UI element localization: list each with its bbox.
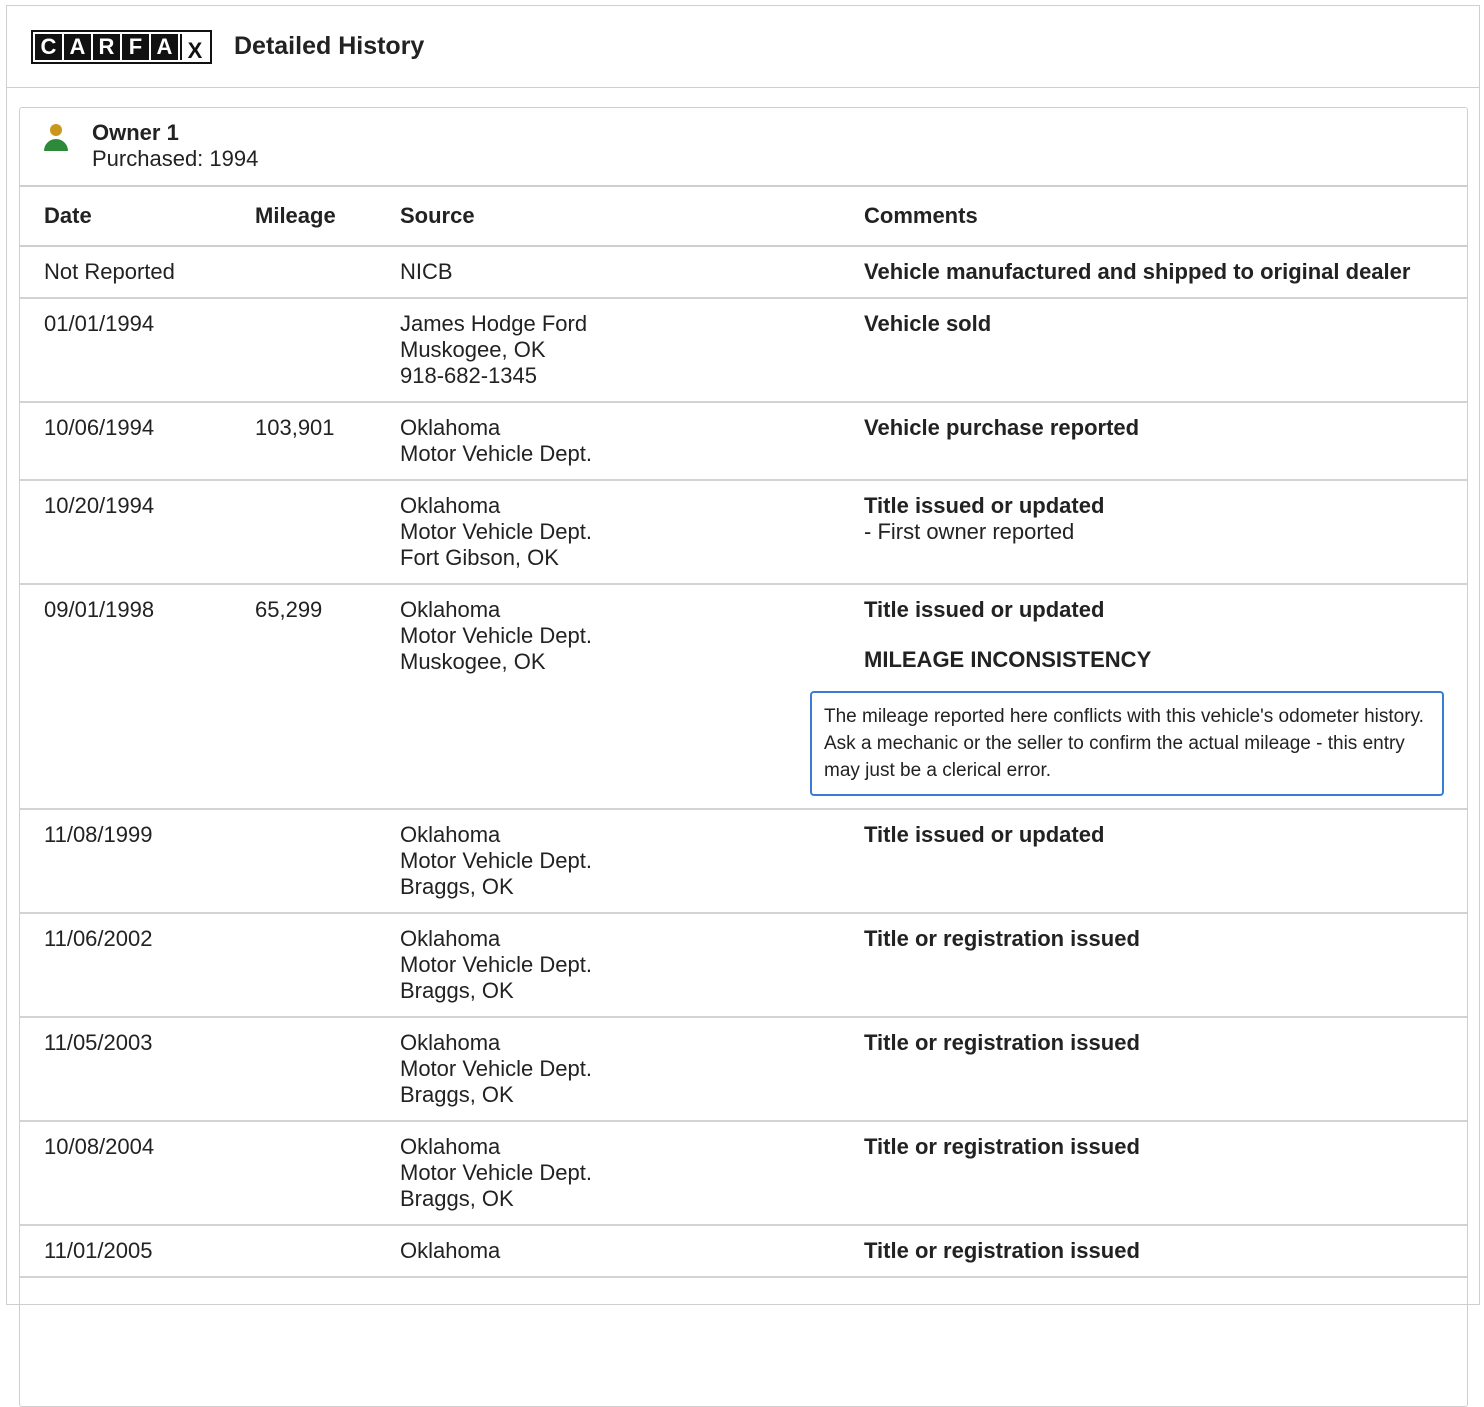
comment-title: Title issued or updated: [864, 597, 1105, 622]
source-line: Motor Vehicle Dept.: [400, 1056, 592, 1081]
table-row: [20, 809, 1467, 913]
owner-card: [19, 107, 1468, 1407]
table-row: [20, 913, 1467, 1017]
row-comments: [840, 246, 1467, 298]
source-line: Oklahoma: [400, 1030, 501, 1055]
table-row: [20, 1225, 1467, 1277]
row-date: Not Reported: [20, 246, 231, 298]
row-date: 11/05/2003: [20, 1017, 231, 1121]
source-line: NICB: [400, 259, 453, 284]
row-mileage: [231, 480, 376, 584]
column-header-mileage: Mileage: [231, 187, 376, 246]
comment-title: Title issued or updated: [864, 822, 1105, 847]
row-source: [376, 1121, 840, 1225]
row-mileage: [231, 1017, 376, 1121]
row-comments: [840, 809, 1467, 913]
row-mileage: [231, 1225, 376, 1277]
source-line: Oklahoma: [400, 597, 501, 622]
owner-header: [20, 108, 1467, 187]
comment-title: Vehicle purchase reported: [864, 415, 1140, 440]
owner-purchased: Purchased: 1994: [92, 146, 259, 171]
source-line: Fort Gibson, OK: [400, 545, 559, 570]
report-header: [7, 6, 1479, 88]
mileage-alert-box: The mileage reported here conflicts with this vehicle's odometer history. Ask a mechanic or the seller to confirm the actual mileage - this entry may just be a clerical error.: [810, 691, 1444, 796]
comment-title: Title or registration issued: [864, 926, 1140, 951]
logo-letter: X: [180, 34, 208, 60]
source-line: Motor Vehicle Dept.: [400, 952, 592, 977]
mileage-alert-title: MILEAGE INCONSISTENCY: [864, 647, 1152, 672]
comment-title: Title or registration issued: [864, 1134, 1140, 1159]
row-comments: [840, 913, 1467, 1017]
table-row: [20, 402, 1467, 480]
source-line: Motor Vehicle Dept.: [400, 623, 592, 648]
row-source: [376, 809, 840, 913]
table-row: [20, 1017, 1467, 1121]
row-date: 09/01/1998: [20, 584, 231, 809]
table-row: [20, 1121, 1467, 1225]
source-line: Motor Vehicle Dept.: [400, 441, 592, 466]
row-source: [376, 298, 840, 402]
logo-letter: A: [64, 34, 91, 60]
row-mileage: 103,901: [231, 402, 376, 480]
source-line: Oklahoma: [400, 926, 501, 951]
person-icon: [42, 124, 70, 154]
source-line: Braggs, OK: [400, 978, 514, 1003]
comment-title: Vehicle manufactured and shipped to original dealer: [864, 259, 1411, 284]
logo-letter: F: [122, 34, 149, 60]
table-row: [20, 584, 1467, 809]
source-line: Oklahoma: [400, 1134, 501, 1159]
source-line: Oklahoma: [400, 822, 501, 847]
source-line: Motor Vehicle Dept.: [400, 848, 592, 873]
column-header-date: Date: [20, 187, 231, 246]
column-header-comments: Comments: [840, 187, 1467, 246]
detailed-history-panel: [6, 5, 1480, 1305]
row-comments: [840, 1225, 1467, 1277]
row-date: 11/08/1999: [20, 809, 231, 913]
row-comments: [824, 584, 1467, 809]
source-line: Braggs, OK: [400, 1082, 514, 1107]
page-title: Detailed History: [234, 32, 425, 60]
row-comments: [840, 480, 1467, 584]
row-comments: [840, 1017, 1467, 1121]
owner-name: Owner 1: [92, 120, 179, 145]
source-line: Braggs, OK: [400, 874, 514, 899]
row-source: [376, 480, 840, 584]
comment-title: Title or registration issued: [864, 1238, 1140, 1263]
row-date: 10/08/2004: [20, 1121, 231, 1225]
table-row: [20, 298, 1467, 402]
row-date: 01/01/1994: [20, 298, 231, 402]
row-date: 10/06/1994: [20, 402, 231, 480]
table-header-row: [20, 187, 1467, 246]
comment-title: Title issued or updated: [864, 493, 1105, 518]
row-date: 10/20/1994: [20, 480, 231, 584]
source-line: 918-682-1345: [400, 363, 538, 388]
row-source: [376, 584, 840, 809]
table-row: [20, 246, 1467, 298]
source-line: Oklahoma: [400, 415, 501, 440]
source-line: James Hodge Ford: [400, 311, 588, 336]
source-line: Motor Vehicle Dept.: [400, 1160, 592, 1185]
logo-letter: A: [151, 34, 178, 60]
row-mileage: [231, 246, 376, 298]
source-line: Braggs, OK: [400, 1186, 514, 1211]
row-source: [376, 246, 840, 298]
table-row: [20, 480, 1467, 584]
row-mileage: [231, 1121, 376, 1225]
logo-letter: C: [35, 34, 62, 60]
row-source: [376, 402, 840, 480]
row-mileage: 65,299: [231, 584, 376, 809]
comment-title: Vehicle sold: [864, 311, 992, 336]
row-date: 11/06/2002: [20, 913, 231, 1017]
carfax-logo: [31, 30, 212, 64]
row-comments: [840, 298, 1467, 402]
row-source: [376, 913, 840, 1017]
source-line: Motor Vehicle Dept.: [400, 519, 592, 544]
source-line: Oklahoma: [400, 1238, 501, 1263]
row-comments: [840, 1121, 1467, 1225]
source-line: Oklahoma: [400, 493, 501, 518]
row-source: [376, 1017, 840, 1121]
row-mileage: [231, 809, 376, 913]
comment-title: Title or registration issued: [864, 1030, 1140, 1055]
row-mileage: [231, 298, 376, 402]
history-table: [20, 187, 1467, 1278]
source-line: Muskogee, OK: [400, 649, 546, 674]
source-line: Muskogee, OK: [400, 337, 546, 362]
row-mileage: [231, 913, 376, 1017]
row-source: [376, 1225, 840, 1277]
row-date: 11/01/2005: [20, 1225, 231, 1277]
row-comments: [840, 402, 1467, 480]
comment-detail: - First owner reported: [864, 519, 1075, 544]
column-header-source: Source: [376, 187, 840, 246]
logo-letter: R: [93, 34, 120, 60]
